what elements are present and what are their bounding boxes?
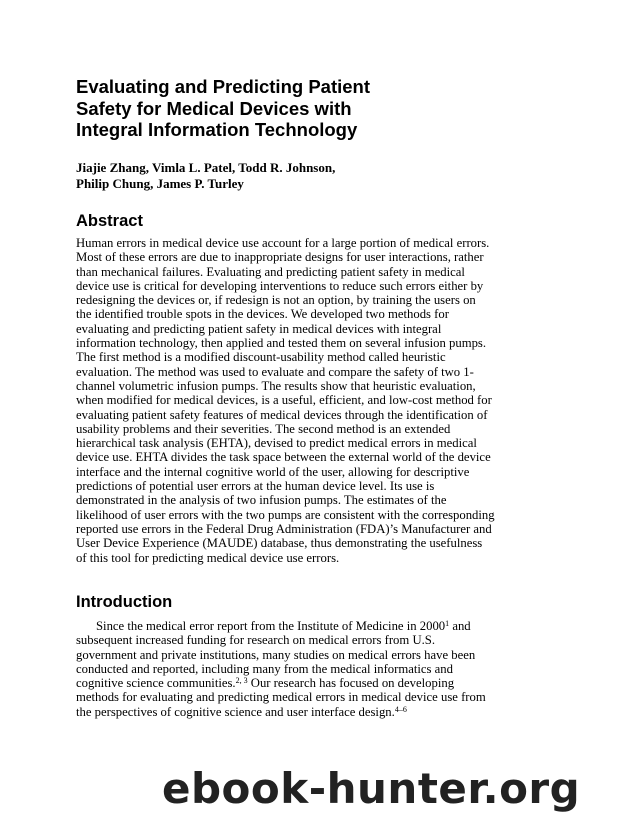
- abstract-line: of this tool for predicting medical device use errors.: [76, 550, 340, 565]
- watermark-text: ebook-hunter.org: [162, 764, 581, 813]
- abstract-line: User Device Experience (MAUDE) database, thus demonstrating the usefulness: [76, 536, 483, 551]
- abstract-line: evaluating and predicting patient safety in medical devices with integral: [76, 321, 442, 336]
- abstract-line: predictions of potential user errors at the human device level. Its use is: [76, 479, 435, 494]
- abstract-line: the identified trouble spots in the devices. We developed two methods for: [76, 307, 449, 322]
- abstract-line: channel volumetric infusion pumps. The results show that heuristic evaluation,: [76, 378, 476, 393]
- author-line: Philip Chung, James P. Turley: [76, 176, 244, 191]
- intro-text: Since the medical error report from the Institute of Medicine in 2000: [96, 619, 446, 633]
- citation-superscript: 4–6: [394, 704, 407, 714]
- abstract-line: redesigning the devices or, if redesign is not an option, by training the users on: [76, 293, 476, 308]
- intro-line: conducted and reported, including many from the medical informatics and: [76, 661, 453, 676]
- abstract-line: usability problems and their severities. The second method is an extended: [76, 421, 451, 436]
- intro-text: and: [449, 619, 471, 633]
- author-line: Jiajie Zhang, Vimla L. Patel, Todd R. Johnson,: [76, 160, 336, 175]
- paper-title: [76, 76, 496, 141]
- title-line: Integral Information Technology: [76, 119, 358, 140]
- abstract-line: device use. EHTA divides the task space between the external world of the device: [76, 450, 491, 465]
- abstract-line: Human errors in medical device use account for a large portion of medical errors.: [76, 236, 490, 250]
- citation-superscript: 2, 3: [235, 676, 248, 686]
- intro-text: Our research has focused on developing: [247, 676, 455, 691]
- abstract-line: The first method is a modified discount-usability method called heuristic: [76, 350, 446, 365]
- intro-line: government and private institutions, many studies on medical errors have been: [76, 647, 476, 662]
- abstract-line: hierarchical task analysis (EHTA), devised to predict medical errors in medical: [76, 436, 477, 451]
- abstract-body: [76, 236, 496, 565]
- intro-text: cognitive science communities.: [76, 676, 236, 691]
- intro-line: subsequent increased funding for research on medical errors from U.S.: [76, 633, 436, 648]
- introduction-body: [76, 619, 496, 719]
- abstract-line: when modified for medical devices, is a useful, efficient, and low-cost method for: [76, 393, 492, 408]
- intro-line: methods for evaluating and predicting medical errors in medical device use from: [76, 690, 486, 705]
- abstract-line: likelihood of user errors with the two pumps are consistent with the corresponding: [76, 507, 495, 522]
- abstract-line: evaluating patient safety features of medical devices through the identification of: [76, 407, 488, 422]
- citation-superscript: 1: [445, 619, 450, 628]
- intro-text: the perspectives of cognitive science and user interface design.: [76, 704, 395, 719]
- intro-line: [76, 676, 496, 690]
- title-line: Evaluating and Predicting Patient: [76, 76, 370, 97]
- intro-line: [76, 619, 496, 633]
- introduction-heading: Introduction: [76, 593, 173, 611]
- abstract-line: information technology, then applied and tested them on several infusion pumps.: [76, 336, 487, 351]
- abstract-line: device use is critical for developing interventions to reduce such errors either by: [76, 278, 484, 293]
- author-list: [76, 160, 335, 192]
- abstract-line: Most of these errors are due to inappropriate designs for user interactions, rather: [76, 250, 484, 265]
- abstract-line: interface and the internal cognitive world of the user, allowing for descriptive: [76, 464, 470, 479]
- watermark: [162, 764, 637, 814]
- abstract-heading: Abstract: [76, 212, 143, 230]
- abstract-line: reported use errors in the Federal Drug Administration (FDA)’s Manufacturer and: [76, 521, 492, 536]
- abstract-line: than mechanical failures. Evaluating and predicting patient safety in medical: [76, 264, 465, 279]
- abstract-line: demonstrated in the analysis of two infusion pumps. The estimates of the: [76, 493, 447, 508]
- title-line: Safety for Medical Devices with: [76, 97, 352, 119]
- intro-line: [76, 705, 496, 719]
- abstract-line: evaluation. The method was used to evaluate and compare the safety of two 1-: [76, 364, 474, 379]
